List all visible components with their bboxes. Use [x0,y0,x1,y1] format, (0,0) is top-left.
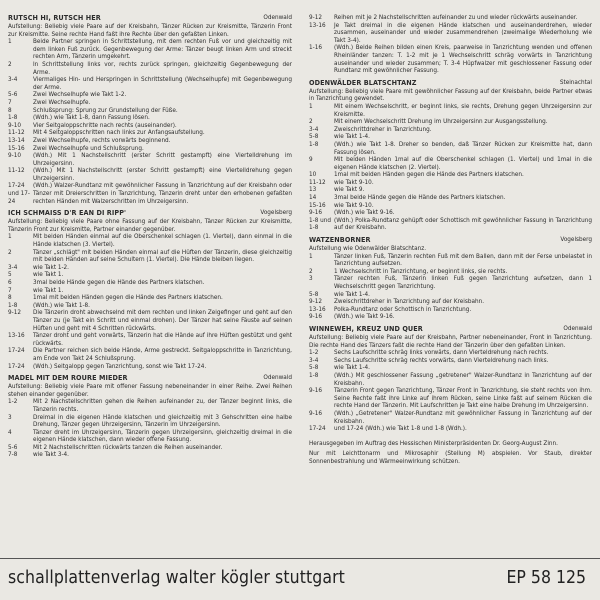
bar-number: 11-12 [8,167,25,175]
step-row [309,171,592,179]
step-row [8,61,292,76]
bar-number: 17-24 [309,425,326,433]
bar-number: 1 [309,252,313,260]
step-row [8,38,292,61]
dance-section [8,14,292,205]
section-header [8,14,292,23]
right-column [309,14,592,465]
publisher-note: Herausgegeben im Auftrag des Hessischen Ministerpräsidenten Dr. Georg-August Zinn. [309,439,558,447]
bar-number: 5-6 [8,91,18,99]
step-row [309,410,592,425]
step-text: Mit 4 Seitgaloppschritten nach links zur Anfangsaufstellung. [33,129,205,137]
step-row [309,291,592,299]
bar-number: 9-16 [309,387,322,395]
bar-number: 2 [8,248,12,256]
step-text: Zwei Wechselhupfe wie Takt 1-2. [33,91,127,99]
bar-number: 1-8 und 1-8 [309,216,331,232]
setup-paragraph: Aufstellung: Beliebig viele Paare mit offener Fassung nebeneinander in einer Reihe. Zwei Reihen stehen einander gegenüber. [8,383,292,398]
bar-number: 3-4 [309,125,319,133]
step-text: Schlußsprung: Sprung zur Grundstellung der Füße. [33,106,178,114]
step-row [8,302,292,310]
bar-number: 7-8 [8,451,18,459]
bar-number: 1-2 [309,349,319,357]
bar-number: 1-8 [8,114,18,122]
step-text: (Wdh.) Mit 1 Nachstellschritt (erster Schritt gestampft) eine Viertelldrehung gegen Uhrzeigersinn. [33,167,292,182]
step-text: Zwei Wechselhupfe und Schlußsprung. [33,144,144,152]
step-text: Tänzer linken Fuß, Tänzerin rechten Fuß mit dem Ballen, dann mit der Ferse unbelastet in Tanzrichtung aufsetzen. [334,252,592,268]
step-row [8,91,292,99]
step-text: (Wdh.) Mit geschlossener Fassung „getretener" Walzer-Rundtanz in Tanzrichtung auf der Kreisbahn. [334,371,592,387]
step-row [309,253,592,268]
bar-number: 5-6 [8,443,18,451]
step-row [309,306,592,314]
section-header [309,325,592,334]
step-row [8,398,292,413]
step-row [309,298,592,306]
step-row [309,425,592,433]
step-row [309,44,592,74]
bar-number: 15-16 [309,201,326,209]
publisher-brand: schallplattenverlag walter kögler stuttgart [8,568,345,588]
bar-number: 5 [8,271,12,279]
bar-number: 9-16 [309,209,322,217]
bar-number: 8 [8,294,12,302]
bar-number: 8 [8,106,12,114]
step-text: 1mal mit beiden Händen gegen die Hände des Partners klatschen. [33,294,223,302]
step-text: Tänzerin Front gegen Tanzrichtung, Tänzer Front in Tanzrichtung, sie steht rechts von ihm. Seine Rechte faßt ihre Linke auf ihrem Rücken, seine Linke faßt auf seinem Rücken die rechte Hand der Tänzerin. Mit Laufschritten je Takt eine halbe Drehung im Uhrzeigersinn. [334,387,592,410]
step-text: wie Takt 1. [33,286,64,294]
step-text: (Wdh.) Seitgalopp gegen Tanzrichtung, sonst wie Takt 17-24. [33,362,207,370]
bar-number: 13 [309,186,317,194]
bar-number: 3 [8,413,12,421]
right-sections [309,14,592,433]
step-text: Viermaliges Hin- und Herspringen in Schrittstellung (Wechselhupfe) mit Gegenbewegung der Arme. [33,76,292,91]
step-row [309,387,592,410]
dance-section [8,374,292,459]
step-text: wie Takt 9-10. [334,178,374,186]
bar-number: 1 [309,102,313,110]
bar-number: 1-8 [8,301,18,309]
setup-paragraph: Aufstellung: Beliebig viele Paare mit gewöhnlicher Fassung auf der Kreisbahn, beide Partner etwas in Tanzrichtung gewendet. [309,87,592,103]
step-row [309,133,592,141]
step-text: Mit einem Wechselschritt Drehung im Uhrzeigersinn zur Ausgangsstellung. [334,118,548,126]
step-text: Sechs Laufschritte schräg rechts vorwärts, dann Vierteldrehung nach links. [334,356,549,364]
step-row [8,137,292,145]
step-row [309,118,592,126]
bar-number: 9-10 [8,121,21,129]
step-row [309,357,592,365]
step-row [8,76,292,91]
step-row [309,364,592,372]
step-row [309,313,592,321]
step-text: Mit 2 Nachstellschritten gehen die Reihen aufeinander zu, der Tänzer beginnt links, die Tänzerin rechts. [33,398,292,413]
step-text: Beide Partner springen in Schrittstellung, mit dem rechten Fuß vor und gleichzeitig mit dem linken Fuß zurück. Gegenbewegung der Arme: Tänzer beugt linken Arm und streckt rechten Arm, Tänzerin umgekehrt. [33,38,292,61]
dance-region: Vogelsberg [560,236,592,244]
step-row [309,103,592,118]
bar-number: 9 [309,156,313,164]
bar-number: 5-8 [309,290,319,298]
bar-number: 17-24 [8,362,25,370]
setup-paragraph: Aufstellung: Beliebig viele Paare auf der Kreisbahn, Partner nebeneinander, Front in Tanzrichtung. Die rechte Hand des Tänzers faßt die rechte Hand der Tänzerin über den gefaßten Linken. [309,333,592,349]
bar-number: 13-16 [8,332,25,340]
step-text: wie Takt 1-4. [334,133,370,141]
dance-title: WINNEWEH, KREUZ UND QUER [309,323,423,333]
step-row [8,114,292,122]
bar-number: 1-16 [309,44,322,52]
step-text: (Wdh.) wie Takt 1-8. Dreher so benden, daß Tänzer Rücken zur Kreismitte hat, dann Fassung lösen. [334,140,592,156]
step-row [309,141,592,156]
step-text: (Wdh.) wie Takt 1-8, dann Fassung lösen. [33,114,150,122]
step-row [8,429,292,444]
dance-region: Odenwald [263,14,292,21]
step-row [309,217,592,232]
step-text: (Wdh.) wie Takt 9-16. [334,209,395,217]
step-text: (Wdh.) „Getretener" Walzer-Rundtanz mit gewöhnlicher Fassung in Tanzrichtung auf der Kreisbahn. [334,409,592,425]
step-row [8,287,292,295]
step-row [8,145,292,153]
bar-number: 1-8 [309,371,319,379]
step-text: In Schrittstellung links vor, rechts zurück springen, gleichzeitig Gegenbewegung der Arme. [33,60,292,76]
step-text: 1 Wechselschritt in Tanzrichtung, er beginnt links, sie rechts. [334,267,508,275]
bar-number: 10 [309,171,317,179]
step-text: Die Partner reichen sich beide Hände, Arme gestreckt. Seitgaloppschritte in Tanzrichtung, am Ende von Takt 24 Schlußsprung. [33,347,292,362]
step-text: wie Takt 9. [334,186,365,194]
footer-bar [0,558,600,595]
step-text: wie Takt 1-2. [33,263,69,271]
dance-title: ODENWÄLDER BLATSCHTANZ [309,77,417,87]
step-row [8,99,292,107]
step-row [8,294,292,302]
step-row [8,271,292,279]
step-row [309,179,592,187]
dance-region: Vogelsberg [260,209,292,217]
bar-number: 9-12 [309,14,322,21]
step-text: (Wdh.) Mit 1 Nachstellschritt (erster Schritt gestampft) eine Viertelldrehung im Uhrzeigersinn. [33,152,292,167]
step-text: Zweischrittdreher in Tanzrichtung. [334,125,432,133]
step-row [8,363,292,371]
step-row [8,451,292,459]
step-text: Tänzer rechten Fuß, Tänzerin linken Fuß gegen Tanzrichtung aufsetzen, dann 1 Wechselschritt gegen Tanzrichtung. [334,275,592,290]
step-text: (Wdh.) Polka-Rundtanz gehüpft oder Schottisch mit gewöhnlicher Fassung in Tanzrichtung auf der Kreisbahn. [334,216,592,232]
step-row [309,194,592,202]
step-text: Mit beiden Händen einmal auf die Oberschenkel schlagen (1. Viertel), dann einmal in die Hände klatschen (3. Viertel). [33,233,292,249]
step-text: 1mal mit beiden Händen gegen die Hände des Partners klatschen. [334,171,524,179]
bar-number: 13-16 [309,21,326,29]
step-text: Die Tänzerin droht abwechselnd mit dem rechten und linken Zeigefinger und geht auf den Tänzer zu (je Takt ein Schritt und einmal drohen). Der Tänzer hat seine Fäuste auf seinen Hüften und geht mit 4 Schritten rückwärts. [33,309,292,332]
step-text: Mit beiden Händen 1mal auf die Oberschenkel schlagen (1. Viertel) und 1mal in die eigenen Hände klatschen (2. Viertel). [334,156,592,171]
bar-number: 2 [309,118,313,126]
bar-number: 5-8 [309,133,319,141]
step-text: (Wdh.) wie Takt 1-8. [33,301,90,309]
step-text: 3mal beide Hände gegen die Hände des Partners klatschen. [33,279,205,286]
dance-section [309,325,592,433]
step-text: und 17-24 (Wdh.) wie Takt 1-8 und 1-8 (Wdh.). [334,425,467,433]
step-text: Sechs Laufschritte schräg links vorwärts, dann Vierteldrehung nach rechts. [334,349,549,357]
step-text: wie Takt 1-4. [334,364,370,372]
step-text: 3mal beide Hände gegen die Hände des Partners klatschen. [334,194,506,202]
step-text: Zweischrittdreher in Tanzrichtung auf der Kreisbahn. [334,298,485,306]
step-text: Tänzer dreht im Uhrzeigersinn, Tänzerin gegen Uhrzeigersinn, gleichzeitig dreimal in die eigenen Hände klatschen, dann wieder offene Fassung. [33,428,292,444]
step-row [309,186,592,194]
dance-title: ICH SCHMAISS D'R EAN DI RIPP' [8,208,127,218]
dance-section [309,14,592,75]
bar-number: 3 [309,275,313,283]
bar-number: 9-10 [8,152,21,160]
step-row [8,309,292,332]
section-header [309,236,592,245]
step-text: Tänzer droht und geht vorwärts, Tänzerin hat die Hände auf ihre Hüften gestützt und geht rückwärts. [33,332,292,347]
dance-section [8,209,292,370]
dance-section [309,79,592,232]
step-text: wie Takt 3-4. [33,451,69,459]
bar-number: 11-12 [8,129,25,137]
step-text: Tänzer „schlägt" mit beiden Händen einmal auf die Hüften der Tänzerin, diese gleichzeitig mit beiden Händen auf seine Schultern (1. Viertel). Die Hände bleiben liegen. [33,248,292,264]
bar-number: 7 [8,98,12,106]
step-row [8,414,292,429]
step-row [309,126,592,134]
bar-number: 3-4 [309,356,319,364]
step-row [8,122,292,130]
step-row [8,279,292,287]
bar-number: 3-4 [8,263,18,271]
bar-number: 1 [8,233,12,241]
bar-number: 9-12 [8,309,21,317]
step-text: Vier Seitgaloppschritte nach rechts (auseinander). [33,121,177,129]
step-row [8,107,292,115]
step-row [309,22,592,45]
bar-number: 14 [309,194,317,202]
setup-paragraph: Aufstellung wie Odenwälder Blatschtanz. [309,245,427,253]
step-row [309,202,592,210]
step-row [8,332,292,347]
dance-section [309,236,592,321]
step-text: wie Takt 9-10. [334,201,374,209]
dance-title: RUTSCH HI, RUTSCH HER [8,13,101,22]
step-row [309,349,592,357]
step-text: Zwei Wechselhupfe, rechts vorwärts beginnend. [33,136,171,144]
step-row [309,372,592,387]
step-row [8,129,292,137]
bar-number: 2 [309,267,313,275]
bar-number: 9-16 [309,313,322,321]
bar-number: 15-16 [8,144,25,152]
section-header [8,374,292,383]
step-row [8,444,292,452]
setup-paragraph: Aufstellung: Beliebig viele Paare ohne Fassung auf der Kreisbahn, Tänzer Rücken zur Kreismitte, Tänzerin Front zur Kreismitte, Partner einander gegenüber. [8,218,292,233]
dance-region: Odenwald [263,374,292,382]
step-text: wie Takt 1-4. [334,290,370,298]
section-header [8,209,292,218]
dance-region: Steinachtal [559,78,592,86]
step-row [8,152,292,167]
step-row [309,275,592,290]
step-text: Je Takt dreimal in die eigenen Hände klatschen und auseinanderdrehen, wieder zusammen, auseinander und wieder zusammendrehen (zweimalige Wiederholung wie Takt 3-4). [334,21,592,44]
dance-title: WATZENBORNER [309,235,371,245]
dance-title: MADEL MIT DEM ROURE MIEDER [8,373,128,383]
bar-number: 13-14 [8,136,25,144]
setup-paragraph: Aufstellung: Beliebig viele Paare auf der Kreisbahn, Tänzer Rücken zur Kreismitte, Tänzerin Front zur Kreismitte. Seine rechte Hand faßt ihre Rechte über den gefaßten Linken. [8,23,292,38]
step-text: Zwei Wechselhupfe. [33,98,91,106]
step-text: Mit einem Wechselschritt, er beginnt links, sie rechts, Drehung gegen Uhrzeigersinn zur Kreismitte. [334,102,592,118]
section-header [309,79,592,88]
step-row [8,167,292,182]
bar-number: 4 [8,428,12,436]
step-text: (Wdh.) Walzer-Rundtanz mit gewöhnlicher Fassung in Tanzrichtung auf der Kreisbahn oder Tänzer mit Dreierschritten in Tanzrichtung, Tänzerin dreht unter den erhobenen gefaßten rechten Händen mit Walzerschritten im Uhrzeigersinn. [33,182,292,205]
step-text: (Wdh.) wie Takt 9-16. [334,313,395,321]
step-text: wie Takt 1. [33,271,64,279]
bar-number: 17-24 und 17-24 [8,182,30,205]
catalog-number: EP 58 125 [506,568,586,588]
step-text: Mit 2 Nachstellschritten rückwärts tanzen die Reihen auseinander. [33,443,223,451]
bar-number: 9-16 [309,409,322,417]
step-row [309,209,592,217]
bar-number: 11-12 [309,178,326,186]
step-row [309,156,592,171]
playback-note: Nur mit Leichttonarm und Mikrosaphir (Stellung M) abspielen. Vor Staub, direkter Sonnenbestrahlung und Wärmeeinwirkung schützen. [309,450,592,465]
step-text: (Wdh.) Beide Reihen bilden einen Kreis, paarweise in Tanzrichtung wenden und offenen Rheinländer tanzen: T. 1-2 mit je 1 Wechselschritt schräg vorwärts in Tanzrichtung auseinander und wieder zusammen; T. 3-4 Hüpfwalzer mit geschlossener Fassung oder Rundtanz mit gewöhnlicher Fassung. [334,44,592,75]
bar-number: 1 [8,38,12,46]
step-row [8,249,292,264]
dance-region: Odenwald [563,324,592,332]
step-text: Polka-Rundtanz oder Schottisch in Tanzrichtung. [334,305,472,313]
bar-number: 5-8 [309,364,319,372]
left-column [8,14,292,463]
bar-number: 3-4 [8,76,18,84]
bar-number: 13-16 [309,305,326,313]
step-row [8,347,292,362]
step-row [8,182,292,205]
step-text: Dreimal in die eigenen Hände klatschen und gleichzeitig mit 3 Gehschritten eine halbe Drehung, Tänzer gegen Uhrzeigersinn, Tänzerin im Uhrzeigersinn. [33,413,292,429]
bar-number: 1-8 [309,140,319,148]
bar-number: 7 [8,286,12,294]
step-row [8,264,292,272]
bar-number: 2 [8,60,12,68]
step-row [8,233,292,248]
bar-number: 9-12 [309,298,322,306]
step-row [309,14,592,22]
step-row [309,268,592,276]
step-text: Reihen mit je 2 Nachstellschritten aufeinander zu und wieder rückwärts auseinander. [334,14,578,21]
bar-number: 17-24 [8,347,25,355]
bar-number: 1-2 [8,398,18,406]
bar-number: 6 [8,279,12,286]
